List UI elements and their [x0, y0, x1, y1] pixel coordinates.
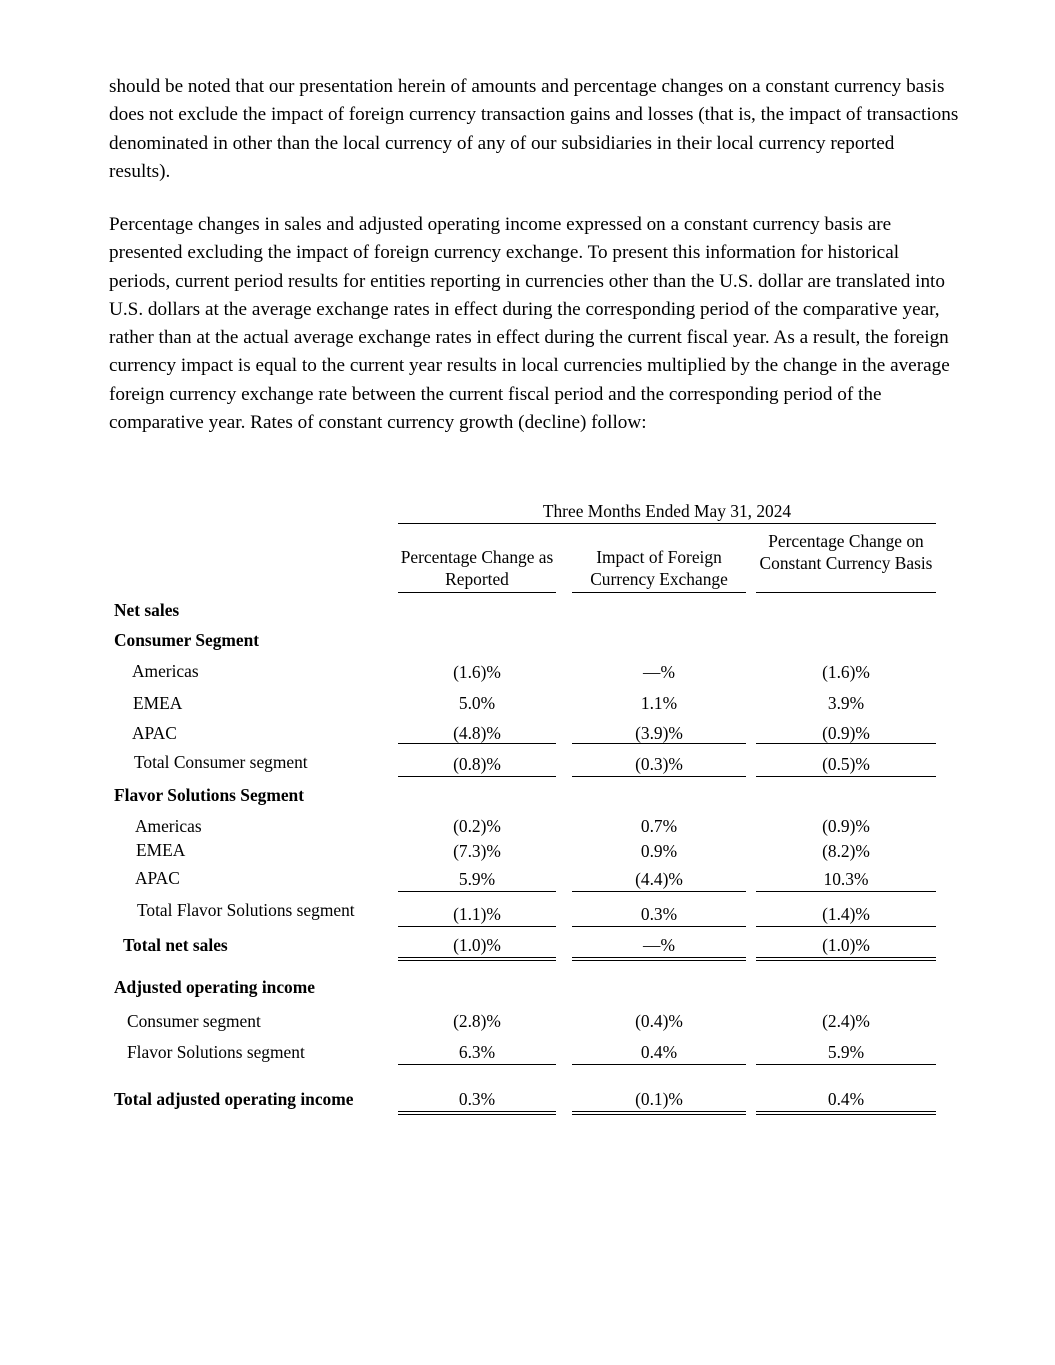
cell-value: (1.6)%	[822, 662, 870, 682]
cell-value: 0.9%	[640, 841, 678, 861]
row-label: Americas	[135, 816, 202, 836]
header-rule	[398, 523, 936, 524]
subtotal-rule	[756, 743, 936, 744]
cell-value: 5.0%	[458, 693, 496, 713]
cell-value: 0.4%	[827, 1089, 865, 1109]
col-rule	[756, 592, 936, 593]
cell-value: —%	[643, 662, 675, 682]
cell-value: (0.5)%	[822, 754, 870, 774]
row-label: Flavor Solutions segment	[127, 1042, 305, 1062]
subtotal-rule	[572, 1064, 746, 1065]
cell-value: (1.0)%	[453, 935, 501, 955]
cell-value: (4.4)%	[635, 869, 683, 889]
col-header-constant-currency: Percentage Change on Constant Currency Basis	[759, 531, 933, 573]
row-label: Americas	[132, 661, 199, 681]
row-label: EMEA	[133, 693, 183, 713]
subtotal-rule	[756, 1064, 936, 1065]
row-label: Total Flavor Solutions segment	[137, 900, 355, 920]
cell-value: 10.3%	[823, 869, 869, 889]
total-rule	[756, 776, 936, 777]
double-rule	[572, 957, 746, 961]
col-header-reported: Percentage Change as Reported	[400, 547, 554, 589]
period-header: Three Months Ended May 31, 2024	[542, 501, 792, 521]
double-rule	[756, 957, 936, 961]
total-rule	[398, 776, 556, 777]
total-aoi-label: Total adjusted operating income	[114, 1089, 354, 1109]
col-rule	[572, 592, 746, 593]
cell-value: (7.3)%	[453, 841, 501, 861]
subtotal-rule	[572, 743, 746, 744]
cell-value: 1.1%	[640, 693, 678, 713]
cell-value: —%	[643, 935, 675, 955]
double-rule	[398, 957, 556, 961]
cell-value: 0.4%	[640, 1042, 678, 1062]
row-label: EMEA	[136, 840, 186, 860]
cell-value: (0.2)%	[453, 816, 501, 836]
col-header-fx-impact: Impact of Foreign Currency Exchange	[590, 547, 728, 589]
aoi-heading: Adjusted operating income	[114, 977, 315, 997]
cell-value: 6.3%	[458, 1042, 496, 1062]
intro-paragraph: should be noted that our presentation herein of amounts and percentage changes on a constant currency basis does not exclude the impact of foreign currency transaction gains and losses (that is, the impact of transactions denominated in other than the local currency of any of our subsidiaries in their local currency reported results).	[109, 76, 959, 182]
cell-value: (1.0)%	[822, 935, 870, 955]
row-label: Total Consumer segment	[134, 752, 308, 772]
cell-value: 5.9%	[458, 869, 496, 889]
cell-value: (1.1)%	[453, 904, 501, 924]
cell-value: 0.3%	[640, 904, 678, 924]
cell-value: (8.2)%	[822, 841, 870, 861]
cell-value: (1.4)%	[822, 904, 870, 924]
row-label: APAC	[135, 868, 180, 888]
method-paragraph: Percentage changes in sales and adjusted operating income expressed on a constant currency basis are presented excluding the impact of foreign currency exchange. To present this information for historical periods, current period results for entities reporting in currencies other than the U.S. dollar are translated into U.S. dollars at the average exchange rates in effect during the corresponding period of the comparative year, rather than at the actual average exchange rates in effect during the current fiscal year. As a result, the foreign currency impact is equal to the current year results in local currencies multiplied by the change in the average foreign currency exchange rate between the current fiscal period and the corresponding period of the comparative year. Rates of constant currency growth (decline) follow:	[109, 214, 950, 434]
total-rule	[572, 926, 746, 927]
net-sales-heading: Net sales	[114, 600, 180, 620]
consumer-segment-heading: Consumer Segment	[114, 630, 260, 650]
row-label: APAC	[132, 723, 177, 743]
cell-value: (1.6)%	[453, 662, 501, 682]
subtotal-rule	[756, 891, 936, 892]
cell-value: (0.8)%	[453, 754, 501, 774]
double-rule	[756, 1111, 936, 1115]
cell-value: (0.1)%	[635, 1089, 683, 1109]
flavor-segment-heading: Flavor Solutions Segment	[114, 785, 305, 805]
subtotal-rule	[398, 1064, 556, 1065]
cell-value: 5.9%	[827, 1042, 865, 1062]
cell-value: (0.9)%	[822, 816, 870, 836]
double-rule	[398, 1111, 556, 1115]
total-net-sales-label: Total net sales	[123, 935, 228, 955]
cell-value: (3.9)%	[635, 723, 683, 743]
subtotal-rule	[398, 743, 556, 744]
cell-value: (0.9)%	[822, 723, 870, 743]
cell-value: 0.3%	[458, 1089, 496, 1109]
subtotal-rule	[572, 891, 746, 892]
cell-value: (2.8)%	[453, 1011, 501, 1031]
row-label: Consumer segment	[127, 1011, 261, 1031]
col-rule	[398, 592, 556, 593]
total-rule	[572, 776, 746, 777]
double-rule	[572, 1111, 746, 1115]
total-rule	[398, 926, 556, 927]
subtotal-rule	[398, 891, 556, 892]
cell-value: 3.9%	[827, 693, 865, 713]
cell-value: (2.4)%	[822, 1011, 870, 1031]
cell-value: (0.3)%	[635, 754, 683, 774]
cell-value: (0.4)%	[635, 1011, 683, 1031]
cell-value: 0.7%	[640, 816, 678, 836]
total-rule	[756, 926, 936, 927]
cell-value: (4.8)%	[453, 723, 501, 743]
